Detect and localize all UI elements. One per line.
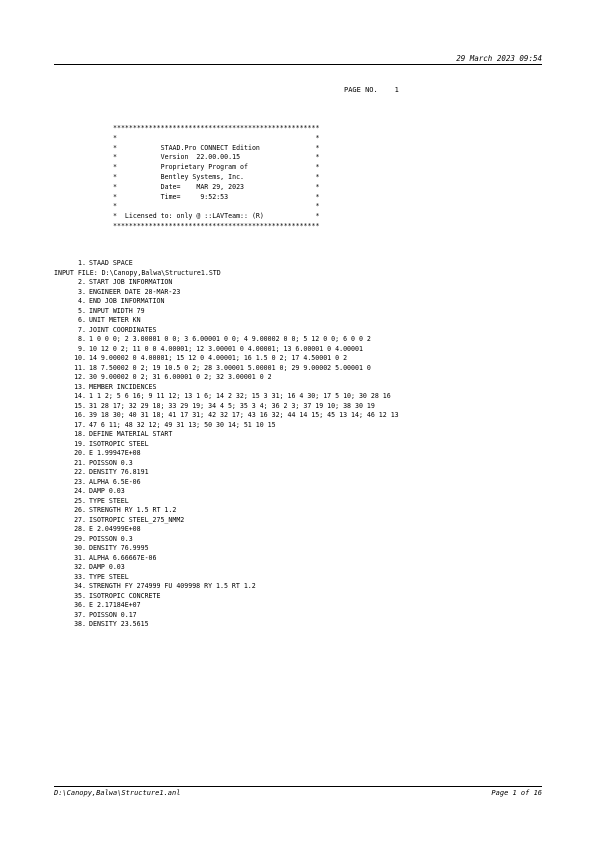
- listing-text: ALPHA 6.66667E-06: [89, 553, 157, 562]
- line-number: 7.: [78, 325, 86, 334]
- listing-text: TYPE STEEL: [89, 572, 129, 581]
- listing-row: [54, 525, 399, 535]
- listing-row: [54, 440, 399, 450]
- line-number: 34.: [74, 582, 86, 590]
- listing-text: DAMP 0.03: [89, 487, 125, 495]
- listing-text: 14 9.00002 0 4.00001; 15 12 0 4.00001; 16 1.5 0 2; 17 4.50001 0 2: [89, 354, 348, 362]
- line-number: 23.: [74, 477, 86, 486]
- listing-row: [54, 468, 399, 478]
- print-timestamp: 29 March 2023 09:54: [456, 54, 542, 63]
- line-number: 16.: [74, 411, 86, 419]
- line-number: 36.: [74, 601, 86, 609]
- listing-row: [54, 459, 399, 469]
- listing-text: MEMBER INCIDENCES: [89, 382, 157, 391]
- line-number: 21.: [74, 458, 86, 467]
- staad-banner: [113, 124, 319, 232]
- line-number: 10.: [74, 354, 86, 362]
- listing-text: STAAD SPACE: [89, 259, 133, 267]
- listing-text: ISOTROPIC STEEL_275_NMM2: [89, 515, 185, 524]
- line-number: 22.: [74, 468, 86, 476]
- listing-row: [54, 326, 399, 336]
- listing-text: DAMP 0.03: [89, 563, 125, 571]
- line-number: 24.: [74, 487, 86, 495]
- listing-text: 47 6 11; 48 32 12; 49 31 13; 50 30 14; 51 10 15: [89, 420, 276, 429]
- listing-row: [54, 421, 399, 431]
- line-number: 18.: [74, 430, 86, 438]
- listing-row: [54, 278, 399, 288]
- line-number: 1.: [78, 259, 86, 267]
- listing-row: [54, 601, 399, 611]
- listing-row: [54, 478, 399, 488]
- banner-line: * STAAD.Pro CONNECT Edition *: [113, 143, 320, 152]
- listing-text: STRENGTH RY 1.5 RT 1.2: [89, 506, 177, 514]
- listing-text: DENSITY 76.9995: [89, 544, 149, 552]
- listing-row: [54, 611, 399, 621]
- line-number: 31.: [74, 553, 86, 562]
- listing-text: UNIT METER KN: [89, 316, 141, 324]
- listing-row: [54, 345, 399, 355]
- line-number: 38.: [74, 620, 86, 628]
- line-number: 11.: [74, 363, 86, 372]
- listing-row: [54, 535, 399, 545]
- line-number: 15.: [74, 401, 86, 410]
- listing-row: [54, 573, 399, 583]
- listing-row: [54, 430, 399, 440]
- listing-text: E 2.17184E+07: [89, 601, 141, 609]
- listing-text: DENSITY 23.5615: [89, 620, 149, 628]
- listing-row: [54, 497, 399, 507]
- listing-row: [54, 373, 399, 383]
- listing-text: E 2.04999E+08: [89, 525, 141, 533]
- listing-text: POISSON 0.3: [89, 458, 133, 467]
- line-number: 37.: [74, 610, 86, 619]
- listing-text: END JOB INFORMATION: [89, 297, 165, 305]
- line-number: 27.: [74, 515, 86, 524]
- line-number: 26.: [74, 506, 86, 514]
- listing-text: DENSITY 76.8191: [89, 468, 149, 476]
- listing-text: 30 9.00002 0 2; 31 6.00001 0 2; 32 3.00001 0 2: [89, 373, 272, 381]
- listing-row: [54, 592, 399, 602]
- listing-text: DEFINE MATERIAL START: [89, 430, 173, 438]
- listing-text: ISOTROPIC CONCRETE: [89, 591, 161, 600]
- line-number: 13.: [74, 382, 86, 391]
- listing-row: [54, 335, 399, 345]
- line-number: 29.: [74, 534, 86, 543]
- banner-line: * Version 22.00.00.15 *: [113, 153, 320, 162]
- banner-line: * Bentley Systems, Inc. *: [113, 172, 320, 181]
- line-number: 12.: [74, 373, 86, 381]
- listing-text: ISOTROPIC STEEL: [89, 439, 149, 448]
- banner-line: * Date= MAR 29, 2023 *: [113, 182, 320, 191]
- banner-line: * Proprietary Program of *: [113, 163, 320, 172]
- listing-row: [54, 449, 399, 459]
- line-number: 30.: [74, 544, 86, 552]
- page-no-label: PAGE NO.: [344, 86, 378, 94]
- footer-divider: [54, 786, 542, 787]
- listing-row: [54, 554, 399, 564]
- line-number: 4.: [78, 297, 86, 305]
- line-number: 3.: [78, 287, 86, 296]
- line-number: 19.: [74, 439, 86, 448]
- line-number: 5.: [78, 306, 86, 315]
- listing-text: TYPE STEEL: [89, 496, 129, 505]
- listing-row: [54, 364, 399, 374]
- line-number: 2.: [78, 278, 86, 286]
- listing-text: INPUT FILE: D:\Canopy,Balwa\Structure1.STD: [54, 268, 221, 277]
- banner-line: * Time= 9:52:53 *: [113, 192, 320, 201]
- listing-row: [54, 506, 399, 516]
- listing-row: [54, 487, 399, 497]
- input-listing: [54, 259, 399, 630]
- line-number: 8.: [78, 335, 86, 343]
- listing-row: [54, 402, 399, 412]
- line-number: 17.: [74, 420, 86, 429]
- footer-page-label: Page 1 of 16: [491, 789, 542, 797]
- banner-line: * *: [113, 202, 320, 211]
- footer-file-path: D:\Canopy,Balwa\Structure1.anl: [54, 789, 181, 797]
- listing-row: [54, 516, 399, 526]
- listing-row: [54, 383, 399, 393]
- banner-line: * Licensed to: only @ ::LAVTeam:: (R) *: [113, 212, 320, 221]
- line-number: 35.: [74, 591, 86, 600]
- listing-row: [54, 354, 399, 364]
- listing-row: [54, 297, 399, 307]
- listing-row: [54, 316, 399, 326]
- listing-text: E 1.99947E+08: [89, 449, 141, 457]
- listing-row: [54, 544, 399, 554]
- line-number: 28.: [74, 525, 86, 533]
- listing-text: START JOB INFORMATION: [89, 278, 173, 286]
- listing-text: 31 28 17; 32 29 18; 33 29 19; 34 4 5; 35 3 4; 36 2 3; 37 19 10; 38 30 19: [89, 401, 375, 410]
- listing-row: [54, 288, 399, 298]
- listing-row: [54, 269, 399, 279]
- listing-text: 39 18 30; 40 31 18; 41 17 31; 42 32 17; 43 16 32; 44 14 15; 45 13 14; 46 12 13: [89, 411, 399, 419]
- page-no-value: 1: [394, 86, 399, 94]
- listing-text: POISSON 0.17: [89, 610, 137, 619]
- listing-text: 18 7.50002 0 2; 19 10.5 0 2; 28 3.00001 5.00001 0; 29 9.00002 5.00001 0: [89, 363, 371, 372]
- listing-row: [54, 620, 399, 630]
- line-number: 32.: [74, 563, 86, 571]
- listing-row: [54, 392, 399, 402]
- banner-line: * *: [113, 133, 320, 142]
- listing-text: JOINT COORDINATES: [89, 325, 157, 334]
- listing-text: ENGINEER DATE 28-MAR-23: [89, 287, 181, 296]
- header-divider: [54, 64, 542, 65]
- line-number: 20.: [74, 449, 86, 457]
- listing-text: 10 12 0 2; 11 0 0 4.00001; 12 3.00001 0 4.00001; 13 6.00001 0 4.00001: [89, 344, 363, 353]
- listing-text: ALPHA 6.5E-06: [89, 477, 141, 486]
- listing-text: INPUT WIDTH 79: [89, 306, 145, 315]
- listing-row: [54, 259, 399, 269]
- listing-row: [54, 563, 399, 573]
- banner-line: ****************************************************: [113, 221, 320, 230]
- listing-text: 1 0 0 0; 2 3.00001 0 0; 3 6.00001 0 0; 4 9.00002 0 0; 5 12 0 0; 6 0 0 2: [89, 335, 371, 343]
- banner-line: ****************************************************: [113, 124, 320, 132]
- line-number: 25.: [74, 496, 86, 505]
- listing-row: [54, 307, 399, 317]
- line-number: 33.: [74, 572, 86, 581]
- listing-text: STRENGTH FY 274999 FU 409998 RY 1.5 RT 1.2: [89, 582, 256, 590]
- line-number: 9.: [78, 344, 86, 353]
- line-number: 6.: [78, 316, 86, 324]
- line-number: 14.: [74, 392, 86, 400]
- page-number-line: [344, 86, 399, 94]
- listing-text: POISSON 0.3: [89, 534, 133, 543]
- listing-row: [54, 582, 399, 592]
- listing-row: [54, 411, 399, 421]
- listing-text: 1 1 2; 5 6 16; 9 11 12; 13 1 6; 14 2 32; 15 3 31; 16 4 30; 17 5 10; 30 28 16: [89, 392, 391, 400]
